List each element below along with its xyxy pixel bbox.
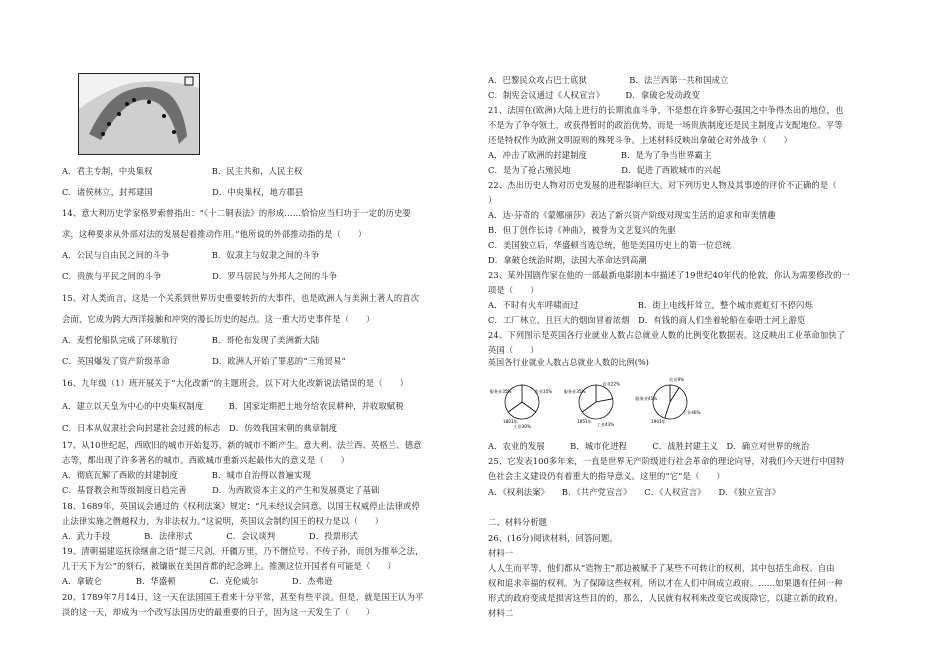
q21-stem-line-2: 不是为了争夺领土，或获得暂时的政治优势，而是一场贵族制度还是民主制度占支配地位、平等 [488, 120, 843, 130]
q20-option-cd: C．制宪会议通过《人权宣言》 D．拿破仑发动政变 [488, 90, 700, 100]
q23-stem-line-1: 23、某外国剧作家在他的一部最新电影剧本中描述了19世纪40年代的伦敦，你认为需要修改的一 [488, 270, 851, 280]
q17-stem-line-1: 17、从10世纪起，西欧旧的城市开始复苏，新的城市不断产生。意大利、法兰西、英格兰、德意 [62, 440, 422, 450]
q15-option-cd: C．英国爆发了资产阶级革命 D．欧洲人开始了罪恶的“三角贸易” [62, 356, 346, 366]
q24-chart-title: 英国各行业就业人数占总就业人数的比例(%) [488, 358, 649, 367]
pie-year-label: 1851年 [577, 419, 592, 424]
q22-option-b: B．但丁创作长诗《神曲》，被誉为文艺复兴的先驱 [488, 225, 676, 235]
pie-slice-label: 农业9% [669, 377, 685, 382]
q22-option-d: D．拿破仑统治时期，法国大革命达到高潮 [488, 255, 647, 265]
q17-option-ab: A．彻底瓦解了西欧的封建制度 B．城市自治得以普遍实现 [62, 470, 311, 480]
q25-options: A．《权利法案》 B．《共产党宣言》 C．《人权宣言》 D．《独立宣言》 [488, 487, 781, 497]
q15-option-ab: A．麦哲伦船队完成了环球航行 B．哥伦布发现了美洲新大陆 [62, 335, 320, 345]
pie-slice-label: 服务业35% [489, 389, 512, 395]
greece-map-image [78, 73, 200, 155]
q22-option-c: C．美国独立后，华盛顿当选总统，他是美国历史上的第一位总统 [488, 240, 732, 250]
q22-stem-line-1: 22、杰出历史人物对历史发展的进程影响巨大。对下列历史人物及其事迹的评价不正确的是（ [488, 180, 837, 190]
q20-stem-line-1: 20、1789年7月14日，这一天在法国国王看来十分平常，甚至有些平淡。但是，就是国王认为平 [62, 592, 424, 602]
q17-stem-line-2: 志等，都出现了许多著名的城市。西欧城市重新兴起最伟大的意义是（ ） [62, 455, 350, 465]
q23-option-ab: A．不时有火车呼啸而过 B．街上电线杆耸立，整个城市霓虹灯不停闪烁 [488, 300, 813, 310]
q19-stem-line-2: 几于天下为公”的刻石，被镶嵌在美国首都的纪念碑上。推测这位开国者有可能是（ ） [62, 561, 396, 571]
pie-slice-label: 工业43% [596, 422, 615, 427]
section-2-heading: 二、材料分析题 [488, 517, 548, 527]
q17-option-cd: C．基督教会和等级制度日趋完善 D．为西欧资本主义的产生和发展奠定了基础 [62, 485, 380, 495]
q19-options: A．拿破仑 B．华盛顿 C．克伦威尔 D．杰弗逊 [62, 576, 333, 586]
material-1-line-3: 形式的政府变成是损害这些目的的，那么，人民就有权利来改变它或废除它，以建立新的政府。 [488, 593, 843, 603]
q14-stem-line-2: 求，这种要求从外部对法的发展起着推动作用。”他所说的外部推动指的是（ ） [62, 229, 367, 239]
q23-option-cd: C．工厂林立，且巨大的烟囱冒着浓烟 D．有钱的商人们坐着轮船在泰晤士河上游览 [488, 315, 806, 325]
q22-option-a: A．达·芬奇的《蒙娜丽莎》表达了新兴资产阶级对现实生活的追求和审美情趣 [488, 210, 776, 220]
q15-stem-line-1: 15、对人类而言，这是一个关系到世界历史重要转折的大事件，也是欧洲人与美洲土著人的首次 [62, 293, 420, 303]
pie-slice-label: 服务业45% [635, 396, 658, 402]
pie-chart-0 [490, 385, 553, 429]
q24-stem-line-1: 24、下列图示是英国各行业就业人数占总就业人数的比例变化数据表。这反映出工业革命加快了 [488, 330, 846, 340]
q14-stem-line-1: 14、意大利历史学家格罗索曾指出：“《十二铜表法》的形成……恰恰应当归功于一定的历史要 [62, 208, 411, 218]
q16-option-cd: C．日本从奴隶社会向封建社会过渡的标志 D．仿效我国宋朝的典章制度 [62, 423, 338, 433]
q21-stem-line-1: 21、法国在(欧洲)大陆上进行的长期流血斗争，不是想在许多野心强国之中争得杰出的地位，也 [488, 105, 844, 115]
q21-option-ab: A．冲击了欧洲的封建制度 B．是为了争当世界霸主 [488, 150, 712, 160]
q14-option-ab: A．公民与自由民之间的斗争 B．奴隶主与奴隶之间的斗争 [62, 250, 320, 260]
q20-stem-line-2: 淡的这一天，却成为一个改写法国历史的最重要的日子，因为这一天发生了（ ） [62, 607, 375, 617]
pie-slice-label: 服务业35% [563, 389, 586, 395]
material-1-line-2: 权和追求幸福的权利。为了保障这些权利，所以才在人们中间成立政府。……如果遇有任何一种 [488, 578, 843, 588]
q20-option-ab: A．巴黎民众攻占巴士底狱 B．法兰西第一共和国成立 [488, 75, 729, 85]
q16-option-ab: A．建立以天皇为中心的中央集权制度 B．国家定期把土地分给农民耕种，并收取赋税 [62, 401, 404, 411]
q15-stem-line-2: 会面，它成为跨大西洋接触和冲突的漫长历史的起点。这一重大历史事件是（ ） [62, 314, 375, 324]
material-2-label: 材料二 [488, 608, 514, 618]
pie-year-label: 1801年 [503, 419, 518, 424]
q24-stem-line-2: 英国（ ） [488, 345, 539, 355]
pie-year-label: 1901年 [651, 419, 666, 424]
pie-chart-1 [564, 381, 620, 428]
q23-stem-line-2: 项是（ ） [488, 285, 539, 295]
q21-stem-line-3: 还是特权作为欧洲文明原则的殊死斗争。上述材料反映出拿破仑对外战争（ ） [488, 135, 793, 145]
q18-stem-line-2: 止法律实施之僭越权力，为非法权力。”这说明，英国议会制约国王的权力是以（ ） [62, 516, 384, 526]
q24-options: A．农业的发展 B．城市化进程 C．战胜封建主义 D．确立对世界的统治 [488, 441, 810, 451]
q13-option-cd: C．诸侯林立，封邦建国 D．中央集权，地方郡县 [62, 187, 304, 197]
pie-slice-label: 农业22% [602, 381, 621, 387]
pie-slice-label: 工业46% [682, 410, 701, 416]
employment-pie-charts [488, 372, 713, 434]
q18-stem-line-1: 18、1689年，英国议会通过的《权利法案》规定：“凡未经议会同意，以国王权威停止法律或停 [62, 501, 420, 511]
pie-slice-label: 农业35% [534, 389, 553, 395]
q19-stem-line-1: 19、清朝福建巡抚徐继畬之语“提三尺剑，开疆万里，乃不僭位号、不传子孙，而创为推举之法， [62, 546, 424, 556]
q22-stem-line-2: ） [488, 195, 497, 205]
pie-chart-2 [635, 376, 700, 425]
q25-stem-line-2: 色社会主义建设仍有着重大的指导意义。这里的“它”是（ ） [488, 471, 725, 481]
q16-stem: 16、九年级（1）班开展关于“大化改新”的主题班会，以下对大化改新说法错误的是（ ） [62, 378, 409, 388]
q21-option-cd: C．是为了抢占殖民地 D．促进了西欧城市的兴起 [488, 165, 721, 175]
q26-stem: 26、(16分)阅读材料，回答问题。 [488, 533, 618, 543]
pie-slice-label: 工业30% [513, 424, 531, 429]
q25-stem-line-1: 25、它发表100多年来，一直是世界无产阶级进行社会革命的理论向导，对我们今天进行中国特 [488, 456, 845, 466]
q13-option-ab: A．君主专制，中央集权 B．民主共和，人民主权 [62, 166, 303, 176]
q14-option-cd: C．贵族与平民之间的斗争 D．罗马居民与外邦人之间的斗争 [62, 271, 338, 281]
material-1-label: 材料一 [488, 548, 514, 558]
q18-options: A．武力手段 B．法律形式 C．会议谈判 D．投票形式 [62, 531, 358, 541]
material-1-line-1: 人人生而平等，他们都从“造物主”那边被赋予了某些不可转让的权利，其中包括生命权、自由 [488, 563, 835, 573]
